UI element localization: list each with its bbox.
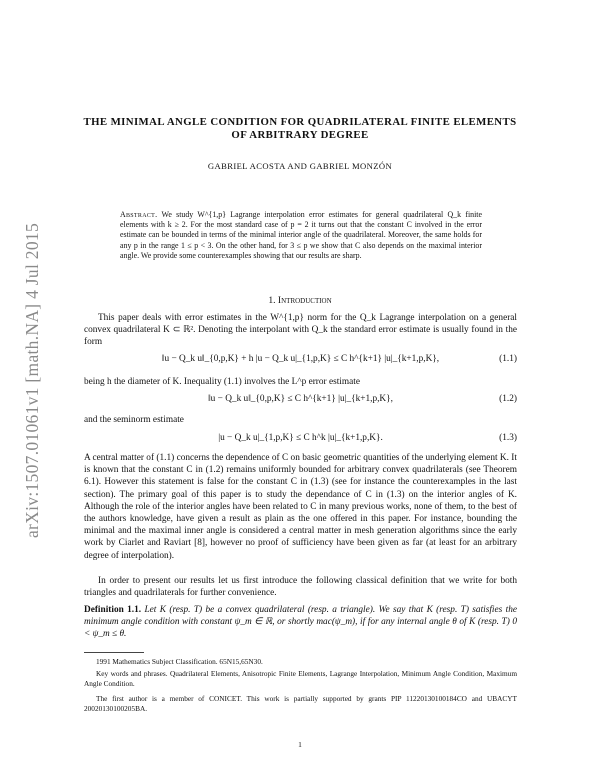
equation-1-2 (84, 394, 517, 408)
equation-1-1-expr: ‖u − Q_k u‖_{0,p,K} + h |u − Q_k u|_{1,p,K} ≤ C h^{k+1} |u|_{k+1,p,K}, (161, 354, 440, 364)
footnote-funding: The first author is a member of CONICET. This work is partially supported by grants PIP 11220130100184CO and UBACYT 20020130100205BA. (84, 694, 517, 713)
abstract-text: We study W^{1,p} Lagrange interpolation error estimates for general quadrilateral Q_k finite elements with k ≥ 2. For the most standard case of p = 2 it turns out that the constant C involved in the error estimate can be bounded in terms of the minimal interior angle of the quadrilateral. Moreover, the same holds for any p in the range 1 ≤ p < 3. On the other hand, for 3 ≤ p we show that C also depends on the maximal interior angle. We provide some counterexamples showing that our results are sharp. (120, 210, 482, 260)
definition-1-1 (84, 604, 517, 641)
definition-text: Let K (resp. T) be a convex quadrilateral (resp. a triangle). We say that K (resp. T) satisfies the minimum angle condition with constant ψ_m ∈ ℝ, or shortly mac(ψ_m), if for any internal angle θ of K (resp. T) 0 < ψ_m ≤ θ. (84, 605, 517, 640)
page-number: 1 (298, 740, 302, 749)
paragraph-2: being h the diameter of K. Inequality (1.1) involves the L^p error estimate (84, 377, 360, 387)
footnote-keywords: Key words and phrases. Quadrilateral Elements, Anisotropic Finite Elements, Lagrange Interpolation, Minimum Angle Condition, Maximum Angle Condition. (84, 669, 517, 688)
paragraph-5: In order to present our results let us first introduce the following classical definition that we write for both triangles and quadrilaterals for further convenience. (84, 576, 517, 599)
section-heading (100, 295, 500, 306)
paragraph-4: A central matter of (1.1) concerns the dependence of C on basic geometric quantities of the underlying element K. It is known that the constant C in (1.2) remains uniformly bounded for arbitrary convex quadrilaterals (see Theorem 6.1). However this statement is false for the constant C in (1.3) (see for instance the counterexamples in the last section). The primary goal of this paper is to study the dependance of C in (1.3) on the interior angles of K. Although the role of the interior angles have been related to C in many previous works, none of them, to the best of the authors knowledge, have given a result as plain as the one offered in this paper. For instance, bounding the minimal and the maximal inner angle is considered a central matter in mesh generation algorithms since the early work by Ciarlet and Raviart [8], however no proof of sufficiency have been given as far (at least for an arbitrary degree of interpolation). (84, 453, 517, 561)
paper-title: THE MINIMAL ANGLE CONDITION FOR QUADRILATERAL FINITE ELEMENTS OF ARBITRARY DEGREE (83, 116, 517, 141)
section-number: 1. (268, 295, 276, 306)
equation-1-3-expr: |u − Q_k u|_{1,p,K} ≤ C h^k |u|_{k+1,p,K}. (218, 433, 383, 443)
equation-1-3 (84, 433, 517, 447)
definition-head: Definition 1.1. (84, 605, 142, 615)
equation-1-2-number: (1.2) (499, 394, 517, 404)
arxiv-stamp (20, 180, 44, 580)
section-title: Introduction (277, 295, 332, 306)
paragraph-1: This paper deals with error estimates in the W^{1,p} norm for the Q_k Lagrange interpolation on a general convex quadrilateral K ⊂ ℝ². Denoting the interpolant with Q_k the standard error estimate is usually found in the form (84, 313, 517, 348)
arxiv-stamp-text: arXiv:1507.01061v1 [math.NA] 4 Jul 2015 (21, 222, 42, 538)
abstract (120, 210, 482, 261)
equation-1-3-number: (1.3) (499, 433, 517, 443)
footnote-rule (84, 652, 144, 653)
equation-1-1-number: (1.1) (499, 354, 517, 364)
equation-1-2-expr: ‖u − Q_k u‖_{0,p,K} ≤ C h^{k+1} |u|_{k+1,p,K}, (208, 394, 393, 404)
footnote-msc: 1991 Mathematics Subject Classification. 65N15,65N30. (96, 657, 263, 666)
equation-1-1 (84, 354, 517, 368)
abstract-label: Abstract. (120, 210, 158, 219)
paragraph-3: and the seminorm estimate (84, 415, 184, 425)
paper-authors: GABRIEL ACOSTA AND GABRIEL MONZÓN (207, 161, 393, 171)
